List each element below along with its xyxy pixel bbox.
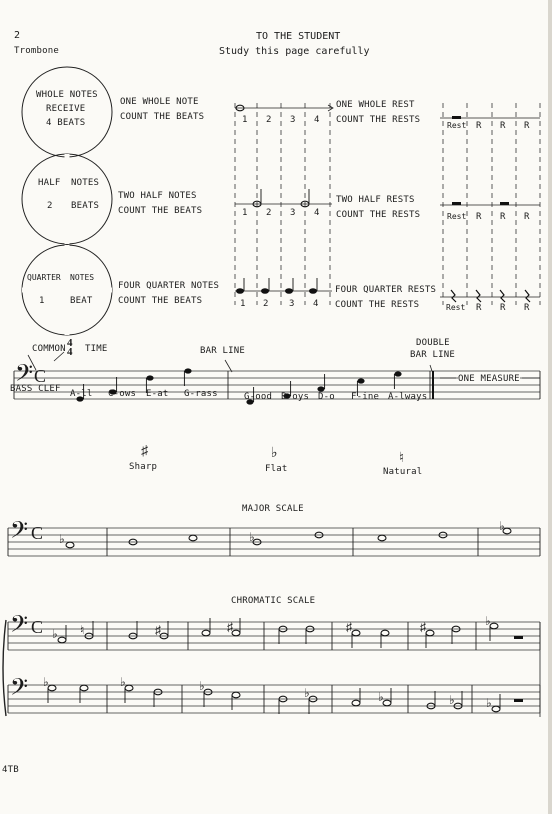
chrom-sharp-a2-icon: ♯ <box>227 620 233 634</box>
time-signature-label: 4 4 <box>67 337 73 358</box>
scale-flat-2-icon: ♭ <box>249 530 255 544</box>
scale-flat-3-icon: ♭ <box>499 519 505 533</box>
rest-count-whole-3: R <box>500 121 506 131</box>
rest-count-whole-2: R <box>476 121 482 131</box>
chrom-natural-a1-icon: ♮ <box>80 623 85 637</box>
whole-rest-label-2: COUNT THE RESTS <box>336 115 421 125</box>
chrom-flat-b1-icon: ♭ <box>43 675 49 689</box>
whole-label-1: ONE WHOLE NOTE <box>120 97 199 107</box>
mnemonic-space-2: B-oys <box>281 392 310 402</box>
count-quarter-3: 3 <box>289 299 295 309</box>
whole-circle-line2: RECEIVE <box>46 104 86 114</box>
natural-label: Natural <box>383 467 423 477</box>
half-rest-2 <box>500 202 509 205</box>
mnemonic-line-2: C-ows <box>108 389 137 399</box>
rest-count-quarter-2: R <box>476 303 482 313</box>
half-rest-label-2: COUNT THE RESTS <box>336 210 421 220</box>
chromatic-scale-title: CHROMATIC SCALE <box>231 596 316 606</box>
footer-code: 4TB <box>2 765 19 775</box>
half-circle-br: BEATS <box>71 201 100 211</box>
staff-chromatic-1 <box>8 622 540 650</box>
quarter-circle-tr: NOTES <box>70 273 95 282</box>
rest-count-half-3: R <box>500 212 506 222</box>
double-bar-label-2: BAR LINE <box>410 350 455 360</box>
bass-clef-icon: 𝄢 <box>15 361 34 392</box>
rest-count-whole-4: R <box>524 121 530 131</box>
time-label: TIME <box>85 344 108 354</box>
whole-label-2: COUNT THE BEATS <box>120 112 205 122</box>
count-whole-3: 3 <box>290 115 296 125</box>
chromatic2-bass-clef-icon: 𝄢 <box>10 675 29 706</box>
mnemonic-line-4: G-rass <box>184 389 218 399</box>
rest-count-half-2: R <box>476 212 482 222</box>
count-half-1: 1 <box>242 208 248 218</box>
bar-line-label: BAR LINE <box>200 346 245 356</box>
chrom-sharp-a1-icon: ♯ <box>155 623 161 637</box>
chrom-sharp-a4-icon: ♯ <box>420 620 426 634</box>
whole-rest <box>452 116 461 119</box>
chrom-flat-b3-icon: ♭ <box>199 679 205 693</box>
quarter-rest-label-2: COUNT THE RESTS <box>335 300 420 310</box>
common-label: COMMON <box>32 344 66 354</box>
half-circle-bl: 2 <box>47 201 53 211</box>
whole-rest-label-1: ONE WHOLE REST <box>336 100 415 110</box>
count-whole-2: 2 <box>266 115 272 125</box>
count-half-2: 2 <box>266 208 272 218</box>
double-bar-label-1: DOUBLE <box>416 338 450 348</box>
half-circle-tl: HALF <box>38 178 61 188</box>
quarter-rest-label-1: FOUR QUARTER RESTS <box>335 285 437 295</box>
chrom-sharp-a3-icon: ♯ <box>346 620 352 634</box>
bass-clef-label: BASS CLEF <box>10 384 61 394</box>
rest-count-half-4: R <box>524 212 530 222</box>
chrom-flat-b4-icon: ♭ <box>304 686 310 700</box>
chrom-flat-b5-icon: ♭ <box>378 690 384 704</box>
mnemonic-space-3: D-o <box>318 392 335 402</box>
chrom-flat-b2-icon: ♭ <box>120 675 126 689</box>
flat-icon: ♭ <box>271 446 278 461</box>
chromatic1-bass-clef-icon: 𝄢 <box>10 612 29 643</box>
major-common-time-icon: C <box>31 523 44 543</box>
mnemonic-line-3: E-at <box>146 389 169 399</box>
mnemonic-line-1: A-ll <box>70 389 93 399</box>
page-title: TO THE STUDENT <box>256 31 341 42</box>
staff-major-scale <box>8 528 540 556</box>
quarter-label-1: FOUR QUARTER NOTES <box>118 281 220 291</box>
major-bass-clef-icon: 𝄢 <box>10 518 29 549</box>
half-label-1: TWO HALF NOTES <box>118 191 197 201</box>
rest-count-half-1: Rest <box>447 212 467 221</box>
natural-icon: ♮ <box>399 451 405 466</box>
rest-count-quarter-4: R <box>524 303 530 313</box>
mnemonic-space-5: A-lways <box>388 392 428 402</box>
chrom-flat-b7-icon: ♭ <box>486 696 492 710</box>
count-whole-1: 1 <box>242 115 248 125</box>
instrument-name: Trombone <box>14 46 59 56</box>
rest-count-quarter-3: R <box>500 303 506 313</box>
count-half-4: 4 <box>314 208 320 218</box>
rest-count-whole-1: Rest <box>447 121 467 130</box>
rest-count-quarter-1: Rest <box>446 303 466 312</box>
scale-flat-1-icon: ♭ <box>59 532 65 546</box>
count-half-3: 3 <box>290 208 296 218</box>
whole-circle-line3: 4 BEATS <box>46 118 86 128</box>
whole-circle-line1: WHOLE NOTES <box>36 90 98 100</box>
major-scale-title: MAJOR SCALE <box>242 504 304 514</box>
chrom-flat-b6-icon: ♭ <box>449 693 455 707</box>
chromatic1-common-time-icon: C <box>31 617 44 637</box>
half-circle-tr: NOTES <box>71 178 100 188</box>
flat-label: Flat <box>265 464 288 474</box>
chrom-flat-a2-icon: ♭ <box>485 614 491 628</box>
sharp-icon: ♯ <box>141 444 148 459</box>
quarter-circle-br: BEAT <box>70 296 93 306</box>
mnemonic-space-4: F-ine <box>351 392 380 402</box>
common-time-icon: C <box>34 366 47 386</box>
count-quarter-2: 2 <box>263 299 269 309</box>
half-label-2: COUNT THE BEATS <box>118 206 203 216</box>
quarter-label-2: COUNT THE BEATS <box>118 296 203 306</box>
half-rest-1 <box>452 202 461 205</box>
sharp-label: Sharp <box>129 462 158 472</box>
count-quarter-4: 4 <box>313 299 319 309</box>
quarter-circle-bl: 1 <box>39 296 45 306</box>
count-whole-4: 4 <box>314 115 320 125</box>
one-measure-label: ONE MEASURE <box>458 374 520 384</box>
half-rest-label-1: TWO HALF RESTS <box>336 195 415 205</box>
page-number: 2 <box>14 30 21 41</box>
quarter-circle-tl: QUARTER <box>27 273 61 282</box>
count-quarter-1: 1 <box>240 299 246 309</box>
mnemonic-space-1: G-ood <box>244 392 273 402</box>
page-subtitle: Study this page carefully <box>219 46 370 57</box>
chrom-flat-a1-icon: ♭ <box>52 627 58 641</box>
